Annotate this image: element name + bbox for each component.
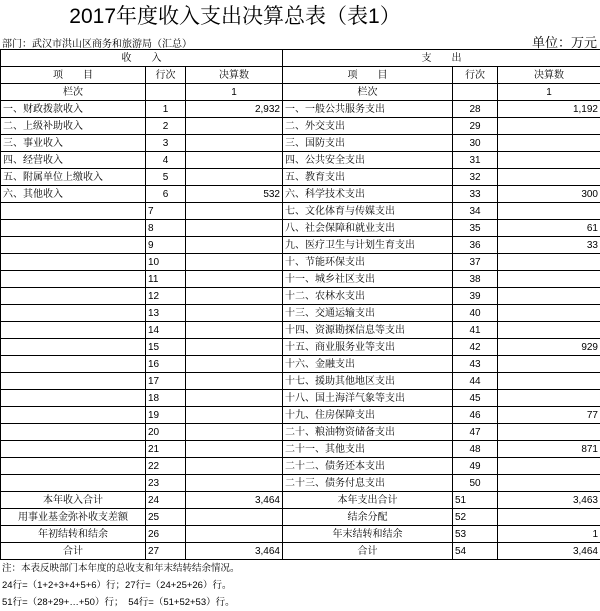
expense-amount <box>498 424 600 441</box>
income-line-number: 4 <box>146 152 186 169</box>
income-summary-label: 合计 <box>1 543 146 560</box>
income-amount-header: 决算数 <box>186 67 283 84</box>
income-item-empty <box>1 475 146 492</box>
income-line-number: 17 <box>146 373 186 390</box>
expense-amount <box>498 135 600 152</box>
income-summary-label: 本年收入合计 <box>1 492 146 509</box>
expense-summary-label: 结余分配 <box>283 509 453 526</box>
expense-item: 二十二、债务还本支出 <box>283 458 453 475</box>
income-item-empty <box>1 441 146 458</box>
income-amount-empty <box>186 458 283 475</box>
expense-summary-line: 52 <box>453 509 498 526</box>
expense-item: 二十三、债务付息支出 <box>283 475 453 492</box>
page-title: 2017年度收入支出决算总表（表1） <box>0 2 470 32</box>
summary-row <box>1 543 600 560</box>
expense-amount <box>498 356 600 373</box>
table-row <box>1 458 600 475</box>
income-amount <box>186 118 283 135</box>
expense-line-number: 44 <box>453 373 498 390</box>
table-row <box>1 237 600 254</box>
expense-item: 七、文化体育与传媒支出 <box>283 203 453 220</box>
income-amount-empty <box>186 322 283 339</box>
income-line-number: 21 <box>146 441 186 458</box>
expense-line-header: 行次 <box>453 67 498 84</box>
expense-line-number: 46 <box>453 407 498 424</box>
income-line-number: 20 <box>146 424 186 441</box>
income-line-number: 5 <box>146 169 186 186</box>
expense-item: 十五、商业服务业等支出 <box>283 339 453 356</box>
income-amount-empty <box>186 441 283 458</box>
expense-amount <box>498 458 600 475</box>
expense-item: 五、教育支出 <box>283 169 453 186</box>
expense-line-number: 48 <box>453 441 498 458</box>
income-line-number: 11 <box>146 271 186 288</box>
table-row <box>1 390 600 407</box>
expense-summary-line: 54 <box>453 543 498 560</box>
expense-amount: 61 <box>498 220 600 237</box>
expense-line-number: 31 <box>453 152 498 169</box>
income-summary-line: 26 <box>146 526 186 543</box>
income-item-empty <box>1 220 146 237</box>
table-note: 注：本表反映部门本年度的总收支和年末结转结余情况。 <box>2 561 240 577</box>
expense-amount: 929 <box>498 339 600 356</box>
expense-line-number: 36 <box>453 237 498 254</box>
expense-line-number: 42 <box>453 339 498 356</box>
income-line-number: 3 <box>146 135 186 152</box>
income-item: 三、事业收入 <box>1 135 146 152</box>
expense-item: 十、节能环保支出 <box>283 254 453 271</box>
income-amount-empty <box>186 254 283 271</box>
expense-line-number: 47 <box>453 424 498 441</box>
expense-item: 二十、粮油物资储备支出 <box>283 424 453 441</box>
summary-row <box>1 492 600 509</box>
expense-item: 十九、住房保障支出 <box>283 407 453 424</box>
expense-item: 十七、援助其他地区支出 <box>283 373 453 390</box>
table-row <box>1 356 600 373</box>
income-summary-amount: 3,464 <box>186 543 283 560</box>
table-row <box>1 203 600 220</box>
income-line-header: 行次 <box>146 67 186 84</box>
income-line-number: 7 <box>146 203 186 220</box>
expense-item: 九、医疗卫生与计划生育支出 <box>283 237 453 254</box>
expense-column-index-label: 栏次 <box>283 84 453 101</box>
expense-amount: 300 <box>498 186 600 203</box>
income-item-empty <box>1 407 146 424</box>
table-row <box>1 339 600 356</box>
expense-summary-amount: 3,464 <box>498 543 600 560</box>
expense-line-number: 28 <box>453 101 498 118</box>
income-summary-amount <box>186 526 283 543</box>
expense-amount <box>498 152 600 169</box>
table-row <box>1 288 600 305</box>
income-amount-empty <box>186 424 283 441</box>
column-index-row <box>1 84 600 101</box>
expense-summary-amount: 3,463 <box>498 492 600 509</box>
expense-item-header: 项 目 <box>283 67 453 84</box>
expense-amount <box>498 169 600 186</box>
income-amount <box>186 169 283 186</box>
income-line-number: 15 <box>146 339 186 356</box>
income-amount-empty <box>186 203 283 220</box>
expense-line-number: 40 <box>453 305 498 322</box>
income-item: 五、附属单位上缴收入 <box>1 169 146 186</box>
table-row <box>1 271 600 288</box>
expense-amount <box>498 322 600 339</box>
income-column-index-label: 栏次 <box>1 84 146 101</box>
formula-note-1: 24行=（1+2+3+4+5+6）行；27行=（24+25+26）行。 <box>2 578 231 594</box>
income-line-number: 19 <box>146 407 186 424</box>
expense-line-number: 33 <box>453 186 498 203</box>
expense-item: 二、外交支出 <box>283 118 453 135</box>
income-item-empty <box>1 424 146 441</box>
expense-item: 二十一、其他支出 <box>283 441 453 458</box>
income-item-empty <box>1 254 146 271</box>
income-amount: 2,932 <box>186 101 283 118</box>
expense-summary-line: 53 <box>453 526 498 543</box>
expense-item: 十六、金融支出 <box>283 356 453 373</box>
expense-amount <box>498 390 600 407</box>
income-item-empty <box>1 288 146 305</box>
expense-item: 十八、国土海洋气象等支出 <box>283 390 453 407</box>
expense-item: 十三、交通运输支出 <box>283 305 453 322</box>
expense-item: 十一、城乡社区支出 <box>283 271 453 288</box>
table-row <box>1 169 600 186</box>
expense-amount: 33 <box>498 237 600 254</box>
income-amount-empty <box>186 237 283 254</box>
income-line-number: 22 <box>146 458 186 475</box>
column-header-row <box>1 67 600 84</box>
expense-line-number: 35 <box>453 220 498 237</box>
expense-item: 四、公共安全支出 <box>283 152 453 169</box>
income-amount-empty <box>186 305 283 322</box>
income-line-number: 1 <box>146 101 186 118</box>
income-item-empty <box>1 373 146 390</box>
income-item-empty <box>1 237 146 254</box>
summary-row <box>1 526 600 543</box>
expense-amount <box>498 271 600 288</box>
income-amount-empty <box>186 288 283 305</box>
formula-note-2: 51行=（28+29+…+50）行； 54行=（51+52+53）行。 <box>2 595 235 611</box>
table-body <box>1 50 600 560</box>
income-item-empty <box>1 339 146 356</box>
expense-amount <box>498 203 600 220</box>
table-row <box>1 322 600 339</box>
expense-summary-amount <box>498 509 600 526</box>
income-line-number: 23 <box>146 475 186 492</box>
section-header-row <box>1 50 600 67</box>
expense-amount-header: 决算数 <box>498 67 600 84</box>
table-row <box>1 305 600 322</box>
table-row <box>1 220 600 237</box>
expense-line-number: 50 <box>453 475 498 492</box>
expense-item: 一、一般公共服务支出 <box>283 101 453 118</box>
income-amount-empty <box>186 271 283 288</box>
income-item-empty <box>1 458 146 475</box>
income-section-header: 收 入 <box>1 50 283 67</box>
table-row <box>1 254 600 271</box>
expense-line-number: 37 <box>453 254 498 271</box>
expense-line-number: 49 <box>453 458 498 475</box>
expense-amount <box>498 373 600 390</box>
income-line-number: 18 <box>146 390 186 407</box>
expense-line-number: 45 <box>453 390 498 407</box>
expense-amount <box>498 118 600 135</box>
expense-column-index-value: 1 <box>498 84 600 101</box>
expense-item: 六、科学技术支出 <box>283 186 453 203</box>
expense-line-number: 34 <box>453 203 498 220</box>
income-line-number: 6 <box>146 186 186 203</box>
table-row <box>1 186 600 203</box>
income-line-number: 12 <box>146 288 186 305</box>
income-summary-amount: 3,464 <box>186 492 283 509</box>
income-amount <box>186 152 283 169</box>
expense-line-number: 41 <box>453 322 498 339</box>
income-line-number: 16 <box>146 356 186 373</box>
income-amount-empty <box>186 339 283 356</box>
income-summary-line: 25 <box>146 509 186 526</box>
expense-item: 十四、资源勘探信息等支出 <box>283 322 453 339</box>
income-summary-line: 24 <box>146 492 186 509</box>
table-row <box>1 441 600 458</box>
income-item-empty <box>1 322 146 339</box>
expense-amount: 871 <box>498 441 600 458</box>
table-row <box>1 475 600 492</box>
income-line-number: 10 <box>146 254 186 271</box>
income-amount-empty <box>186 356 283 373</box>
expense-summary-line: 51 <box>453 492 498 509</box>
income-line-number: 8 <box>146 220 186 237</box>
income-summary-line: 27 <box>146 543 186 560</box>
income-amount-empty <box>186 407 283 424</box>
expense-column-index-blank <box>453 84 498 101</box>
unit-label: 单位：万元 <box>532 32 597 51</box>
expense-line-number: 39 <box>453 288 498 305</box>
income-item-empty <box>1 356 146 373</box>
table-row <box>1 407 600 424</box>
expense-amount <box>498 288 600 305</box>
income-item: 二、上级补助收入 <box>1 118 146 135</box>
income-item-empty <box>1 305 146 322</box>
table-row <box>1 373 600 390</box>
income-line-number: 14 <box>146 322 186 339</box>
expense-amount <box>498 305 600 322</box>
income-line-number: 9 <box>146 237 186 254</box>
income-amount-empty <box>186 390 283 407</box>
expense-amount <box>498 475 600 492</box>
expense-item: 三、国防支出 <box>283 135 453 152</box>
expense-line-number: 29 <box>453 118 498 135</box>
expense-amount: 1,192 <box>498 101 600 118</box>
summary-row <box>1 509 600 526</box>
expense-summary-amount: 1 <box>498 526 600 543</box>
expense-summary-label: 本年支出合计 <box>283 492 453 509</box>
table-row <box>1 101 600 118</box>
income-line-number: 2 <box>146 118 186 135</box>
expense-summary-label: 年末结转和结余 <box>283 526 453 543</box>
income-amount: 532 <box>186 186 283 203</box>
department-label: 部门：武汉市洪山区商务和旅游局（汇总） <box>2 35 192 50</box>
expense-item: 十二、农林水支出 <box>283 288 453 305</box>
income-column-index-blank <box>146 84 186 101</box>
expense-summary-label: 合计 <box>283 543 453 560</box>
expense-line-number: 43 <box>453 356 498 373</box>
income-amount-empty <box>186 475 283 492</box>
budget-summary-table <box>0 49 600 560</box>
table-row <box>1 118 600 135</box>
income-amount-empty <box>186 373 283 390</box>
income-summary-amount <box>186 509 283 526</box>
income-item: 六、其他收入 <box>1 186 146 203</box>
income-item-header: 项 目 <box>1 67 146 84</box>
income-column-index-value: 1 <box>186 84 283 101</box>
income-line-number: 13 <box>146 305 186 322</box>
table-row <box>1 135 600 152</box>
income-item: 一、财政拨款收入 <box>1 101 146 118</box>
income-item: 四、经营收入 <box>1 152 146 169</box>
expense-section-header: 支 出 <box>283 50 600 67</box>
expense-amount: 77 <box>498 407 600 424</box>
expense-line-number: 30 <box>453 135 498 152</box>
expense-line-number: 32 <box>453 169 498 186</box>
expense-line-number: 38 <box>453 271 498 288</box>
income-summary-label: 年初结转和结余 <box>1 526 146 543</box>
income-amount <box>186 135 283 152</box>
table-row <box>1 424 600 441</box>
income-item-empty <box>1 271 146 288</box>
income-summary-label: 用事业基金弥补收支差额 <box>1 509 146 526</box>
expense-item: 八、社会保障和就业支出 <box>283 220 453 237</box>
income-amount-empty <box>186 220 283 237</box>
table-row <box>1 152 600 169</box>
income-item-empty <box>1 390 146 407</box>
income-item-empty <box>1 203 146 220</box>
expense-amount <box>498 254 600 271</box>
